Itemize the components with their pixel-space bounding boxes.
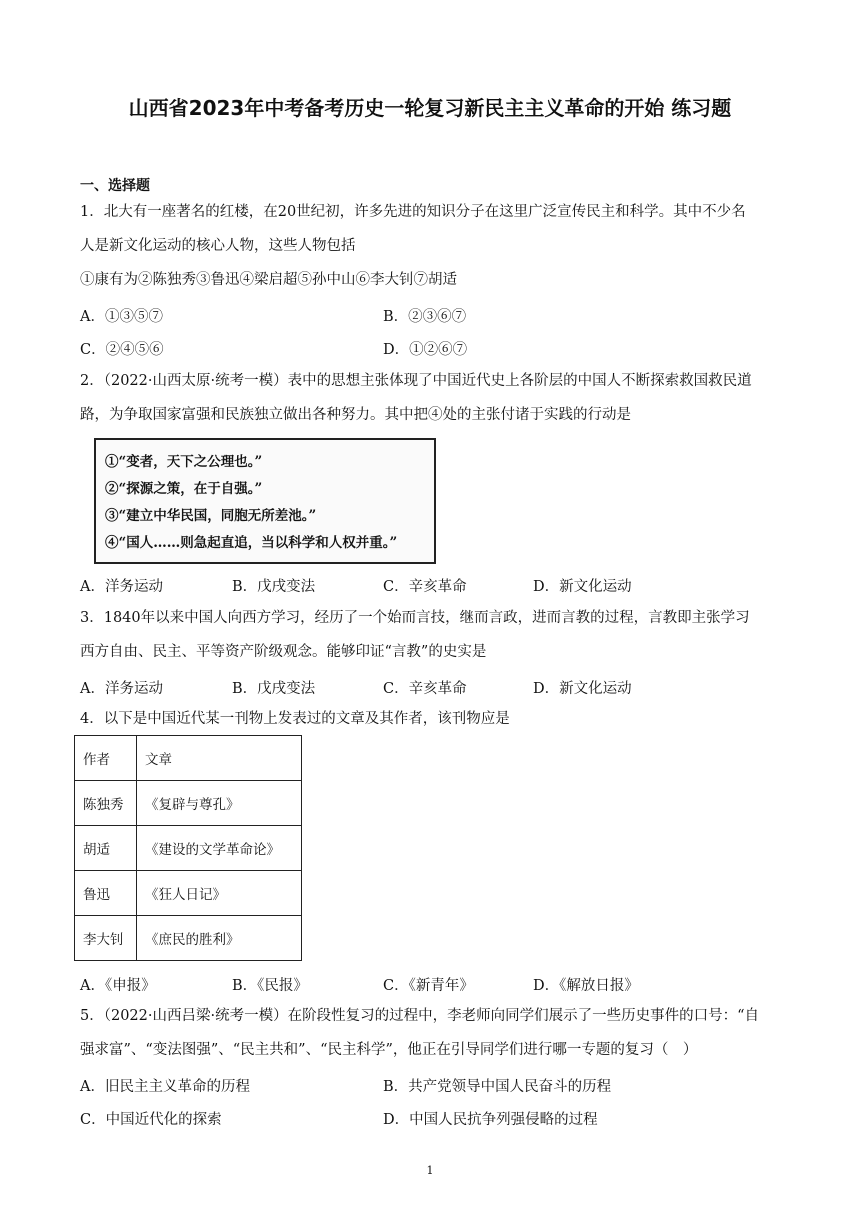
question-3-line-2: 西方自由、民主、平等资产阶级观念。能够印证“言教”的史实是 bbox=[80, 644, 487, 660]
table-row bbox=[75, 871, 302, 916]
table-cell-author: 胡适 bbox=[75, 826, 137, 871]
author-article-table bbox=[74, 735, 302, 961]
question-3-option-a[interactable]: A．洋务运动 bbox=[80, 681, 163, 697]
question-1-line-2: 人是新文化运动的核心人物，这些人物包括 bbox=[80, 238, 356, 254]
question-1-line-1: 1．北大有一座著名的红楼，在20世纪初，许多先进的知识分子在这里广泛宣传民主和科学。其中不少名 bbox=[80, 204, 746, 220]
question-4-option-a[interactable]: A．《申报》 bbox=[80, 978, 156, 994]
question-2-line-2: 路，为争取国家富强和民族独立做出各种努力。其中把④处的主张付诸于实践的行动是 bbox=[80, 407, 631, 423]
quote-1: ①“变者，天下之公理也。” bbox=[105, 454, 263, 470]
question-4-option-c[interactable]: C．《新青年》 bbox=[383, 978, 474, 994]
table-cell-author: 陈独秀 bbox=[75, 781, 137, 826]
table-header-row bbox=[75, 736, 302, 781]
question-1-items: ①康有为②陈独秀③鲁迅④梁启超⑤孙中山⑥李大钊⑦胡适 bbox=[80, 272, 457, 288]
table-row bbox=[75, 826, 302, 871]
question-4-line-1: 4．以下是中国近代某一刊物上发表过的文章及其作者，该刊物应是 bbox=[80, 711, 510, 727]
question-1-option-b[interactable]: B．②③⑥⑦ bbox=[383, 309, 467, 325]
question-5-option-a[interactable]: A．旧民主主义革命的历程 bbox=[80, 1079, 250, 1095]
question-3-line-1: 3．1840年以来中国人向西方学习，经历了一个始而言技，继而言政，进而言教的过程，言教即主张学习 bbox=[80, 610, 750, 626]
table-cell-article: 《狂人日记》 bbox=[137, 871, 302, 916]
question-2-option-d[interactable]: D．新文化运动 bbox=[533, 579, 632, 595]
question-3-option-b[interactable]: B．戊戌变法 bbox=[232, 681, 316, 697]
question-3-option-d[interactable]: D．新文化运动 bbox=[533, 681, 632, 697]
section-heading: 一、选择题 bbox=[80, 178, 150, 194]
question-2-option-b[interactable]: B．戊戌变法 bbox=[232, 579, 316, 595]
question-5-option-b[interactable]: B．共产党领导中国人民奋斗的历程 bbox=[383, 1079, 612, 1095]
page-title: 山西省2023年中考备考历史一轮复习新民主主义革命的开始 练习题 bbox=[128, 96, 732, 120]
table-header-author: 作者 bbox=[75, 736, 137, 781]
question-5-option-d[interactable]: D．中国人民抗争列强侵略的过程 bbox=[383, 1112, 598, 1128]
question-5-line-1: 5．（2022·山西吕梁·统考一模）在阶段性复习的过程中，李老师向同学们展示了一些历史事件的口号：“自 bbox=[80, 1008, 760, 1024]
quote-2: ②“探源之策，在于自强。” bbox=[105, 481, 263, 497]
question-1-option-c[interactable]: C．②④⑤⑥ bbox=[80, 342, 164, 358]
quote-4: ④“国人……则急起直追，当以科学和人权并重。” bbox=[105, 535, 398, 551]
quote-box bbox=[94, 438, 436, 564]
table-header-article: 文章 bbox=[137, 736, 302, 781]
question-1-option-d[interactable]: D．①②⑥⑦ bbox=[383, 342, 468, 358]
table-cell-author: 鲁迅 bbox=[75, 871, 137, 916]
table-cell-article: 《复辟与尊孔》 bbox=[137, 781, 302, 826]
question-4-option-d[interactable]: D．《解放日报》 bbox=[533, 978, 639, 994]
table-row bbox=[75, 916, 302, 961]
table-cell-author: 李大钊 bbox=[75, 916, 137, 961]
question-4-option-b[interactable]: B．《民报》 bbox=[232, 978, 308, 994]
question-2-option-c[interactable]: C．辛亥革命 bbox=[383, 579, 467, 595]
table-cell-article: 《建设的文学革命论》 bbox=[137, 826, 302, 871]
question-2-line-1: 2．（2022·山西太原·统考一模）表中的思想主张体现了中国近代史上各阶层的中国人不断探索救国救民道 bbox=[80, 373, 752, 389]
question-5-option-c[interactable]: C．中国近代化的探索 bbox=[80, 1112, 222, 1128]
question-2-option-a[interactable]: A．洋务运动 bbox=[80, 579, 163, 595]
table-row bbox=[75, 781, 302, 826]
table-cell-article: 《庶民的胜利》 bbox=[137, 916, 302, 961]
question-3-option-c[interactable]: C．辛亥革命 bbox=[383, 681, 467, 697]
quote-3: ③“建立中华民国，同胞无所差池。” bbox=[105, 508, 317, 524]
page-number: 1 bbox=[426, 1164, 434, 1177]
question-5-line-2: 强求富”、“变法图强”、“民主共和”、“民主科学”，他正在引导同学们进行哪一专题的复习（ ） bbox=[80, 1042, 698, 1058]
question-1-option-a[interactable]: A．①③⑤⑦ bbox=[80, 309, 163, 325]
